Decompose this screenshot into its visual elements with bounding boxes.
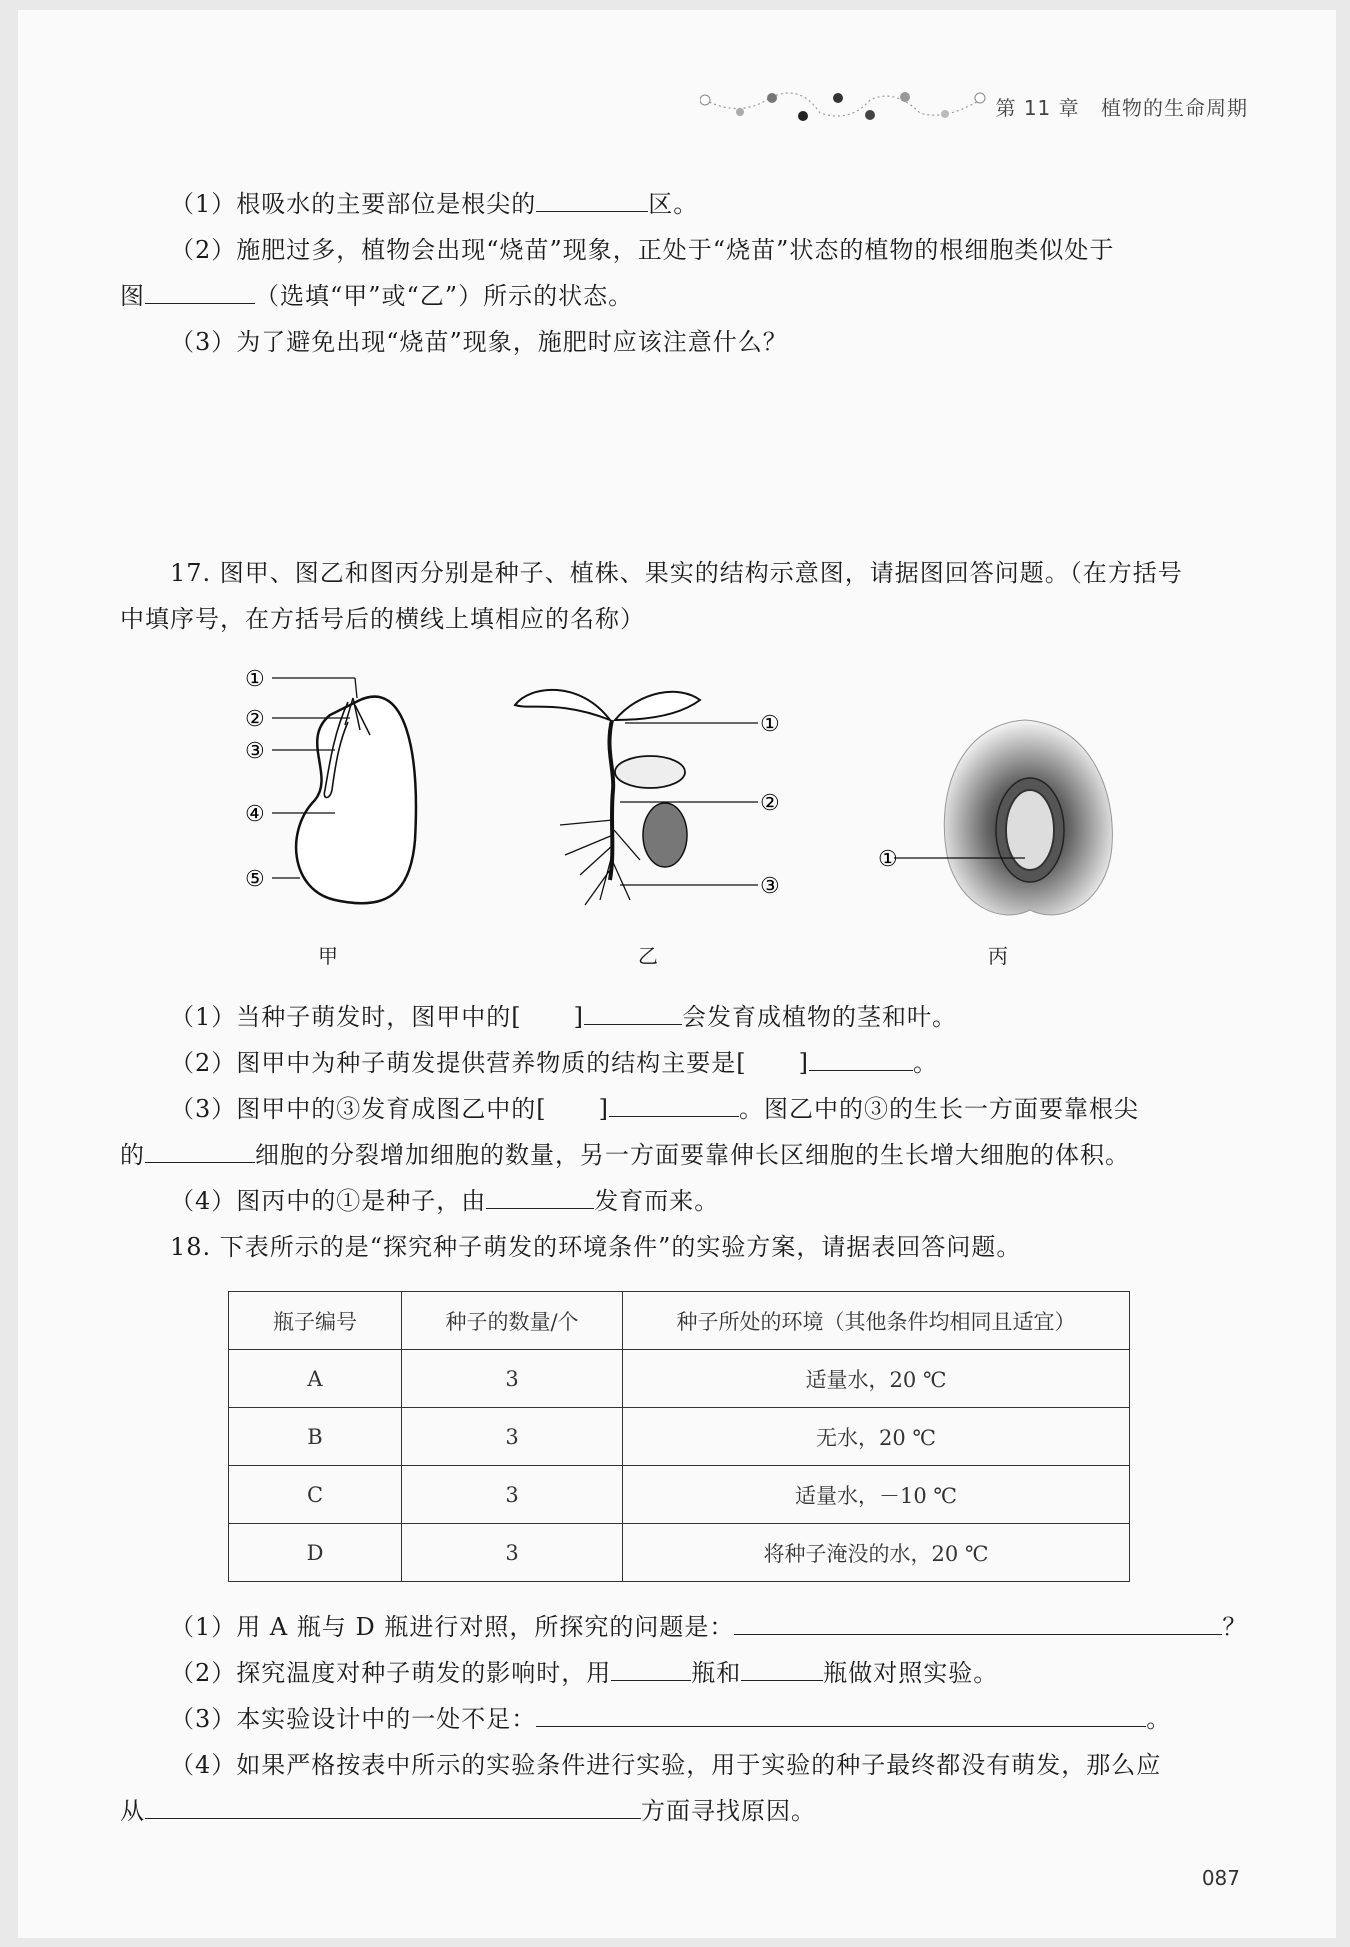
table-cell: 无水，20 ℃ [623, 1408, 1130, 1466]
experiment-table [228, 1291, 1130, 1582]
table-cell: 适量水，－10 ℃ [623, 1466, 1130, 1524]
table-cell: B [229, 1408, 402, 1466]
figure-label-bing: 丙 [988, 944, 1008, 968]
table-header: 种子所处的环境（其他条件均相同且适宜） [623, 1292, 1130, 1350]
table-row [229, 1466, 1130, 1524]
q17-figures [230, 660, 1130, 980]
marker: ① [760, 712, 780, 737]
marker: ② [760, 791, 780, 816]
q18-sub1: （1）用 A 瓶与 D 瓶进行对照，所探究的问题是： ？ [170, 1610, 1247, 1644]
table-header: 种子的数量/个 [402, 1292, 623, 1350]
marker: ③ [245, 739, 265, 764]
table-cell: 3 [402, 1408, 623, 1466]
table-cell: 3 [402, 1350, 623, 1408]
table-cell: 3 [402, 1466, 623, 1524]
table-row [229, 1408, 1130, 1466]
header-decoration [700, 88, 990, 124]
answer-blank[interactable] [584, 1000, 682, 1025]
chapter-number: 第 11 章 [995, 96, 1080, 120]
table-cell: 将种子淹没的水，20 ℃ [623, 1524, 1130, 1582]
answer-blank[interactable] [609, 1092, 739, 1117]
answer-blank[interactable] [536, 1702, 1146, 1727]
marker: ③ [760, 874, 780, 899]
q16-sub1: （1）根吸水的主要部位是根尖的 区。 [170, 187, 698, 221]
answer-blank[interactable] [145, 1138, 255, 1163]
table-row [229, 1350, 1130, 1408]
answer-blank[interactable] [741, 1656, 823, 1681]
q17-stem: 17. 图甲、图乙和图丙分别是种子、植株、果实的结构示意图，请据图回答问题。（在方括号 [170, 559, 1183, 587]
seed-diagram [272, 678, 416, 903]
marker: ② [245, 707, 265, 732]
table-cell: 3 [402, 1524, 623, 1582]
q17-sub3: （3）图甲中的③发育成图乙中的[ ] 。图乙中的③的生长一方面要靠根尖 [170, 1092, 1139, 1126]
table-header: 瓶子编号 [229, 1292, 402, 1350]
q17-sub4: （4）图丙中的①是种子，由 发育而来。 [170, 1184, 719, 1218]
answer-blank[interactable] [611, 1656, 691, 1681]
table-cell: A [229, 1350, 402, 1408]
q16-sub2-cont: 图 （选填“甲”或“乙”）所示的状态。 [120, 279, 633, 313]
seedling-diagram [515, 690, 758, 905]
q18-sub2: （2）探究温度对种子萌发的影响时，用 瓶和 瓶做对照实验。 [170, 1656, 998, 1690]
answer-blank[interactable] [734, 1610, 1222, 1635]
q17-sub3-cont: 的 细胞的分裂增加细胞的数量，另一方面要靠伸长区细胞的生长增大细胞的体积。 [120, 1138, 1130, 1172]
figure-label-jia: 甲 [318, 944, 338, 968]
marker: ⑤ [245, 867, 265, 892]
table-row [229, 1524, 1130, 1582]
q17-sub1: （1）当种子萌发时，图甲中的[ ] 会发育成植物的茎和叶。 [170, 1000, 957, 1034]
chapter-header [981, 92, 1248, 121]
page-number: 087 [1201, 1866, 1240, 1890]
q17-sub2: （2）图甲中为种子萌发提供营养物质的结构主要是[ ] 。 [170, 1046, 938, 1080]
answer-blank[interactable] [145, 279, 255, 304]
q16-sub3: （3）为了避免出现“烧苗”现象，施肥时应该注意什么？ [170, 328, 788, 356]
q18-sub4: （4）如果严格按表中所示的实验条件进行实验，用于实验的种子最终都没有萌发，那么应 [170, 1751, 1162, 1779]
answer-blank[interactable] [809, 1046, 913, 1071]
fruit-diagram [894, 720, 1112, 915]
answer-blank[interactable] [486, 1184, 594, 1209]
table-cell: D [229, 1524, 402, 1582]
q16-sub2: （2）施肥过多，植物会出现“烧苗”现象，正处于“烧苗”状态的植物的根细胞类似处于 [170, 236, 1115, 264]
q18-stem: 18. 下表所示的是“探究种子萌发的环境条件”的实验方案，请据表回答问题。 [170, 1233, 1022, 1261]
marker: ④ [245, 802, 265, 827]
table-cell: 适量水，20 ℃ [623, 1350, 1130, 1408]
q18-sub3: （3）本实验设计中的一处不足： 。 [170, 1702, 1171, 1736]
q17-stem-cont: 中填序号，在方括号后的横线上填相应的名称） [120, 605, 645, 633]
table-header-row [229, 1292, 1130, 1350]
marker: ① [245, 667, 265, 692]
table-cell: C [229, 1466, 402, 1524]
chapter-title: 植物的生命周期 [1101, 96, 1248, 120]
q18-sub4-cont: 从 方面寻找原因。 [120, 1794, 816, 1828]
figure-label-yi: 乙 [638, 944, 658, 968]
marker: ① [878, 847, 898, 872]
answer-blank[interactable] [536, 187, 648, 212]
answer-blank[interactable] [145, 1794, 641, 1819]
